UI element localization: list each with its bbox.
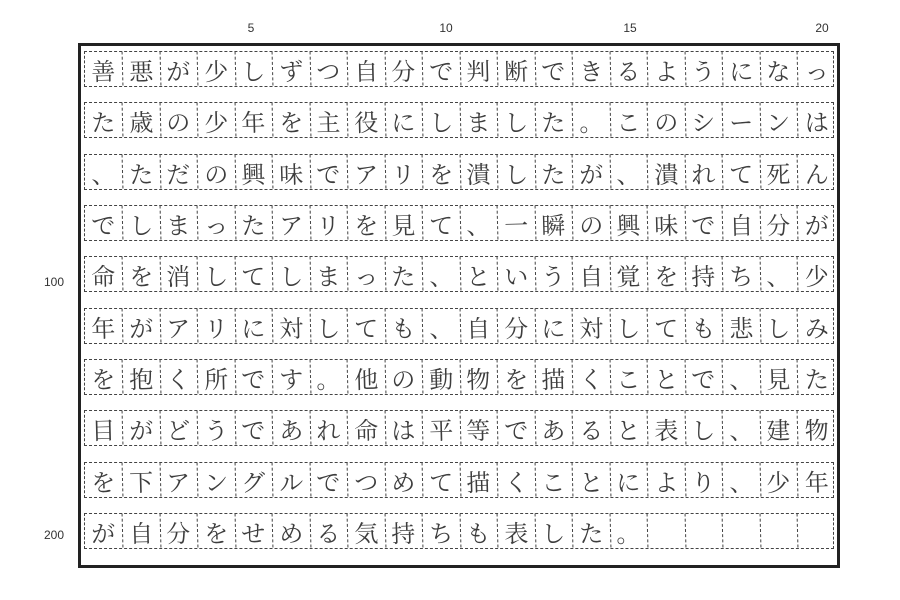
character-cell: 潰 (647, 155, 685, 190)
character-cell: ど (160, 411, 198, 446)
character-cell: 。 (610, 514, 648, 549)
character-cell: 少 (803, 262, 829, 291)
character-cell: ン (197, 463, 235, 498)
character-cell: の (197, 155, 235, 190)
character-cell: し (497, 103, 535, 138)
character-cell: て (422, 463, 460, 498)
character-cell: う (535, 257, 573, 292)
character-cell: た (535, 155, 573, 190)
character-cell: ー (722, 103, 760, 138)
character-cell: れ (685, 155, 723, 190)
character-cell: っ (347, 257, 385, 292)
character-cell: 、 (460, 206, 498, 241)
character-cell: シ (685, 103, 723, 138)
character-cell: 歳 (122, 103, 160, 138)
character-cell: と (460, 257, 498, 292)
character-cell: 、 (610, 155, 648, 190)
character-cell: た (572, 514, 610, 549)
character-cell: に (235, 309, 273, 344)
character-cell: し (272, 257, 310, 292)
character-cell: 他 (347, 360, 385, 395)
character-cell: て (422, 206, 460, 241)
character-cell: つ (347, 463, 385, 498)
character-cell: 覚 (610, 257, 648, 292)
character-cell: 抱 (122, 360, 160, 395)
character-cell: 悪 (122, 52, 160, 87)
character-cell: 年 (235, 103, 273, 138)
character-cell: 気 (347, 514, 385, 549)
character-cell: で (235, 360, 273, 395)
character-cell: 善 (85, 52, 123, 87)
manuscript-row (84, 154, 834, 190)
character-cell: 動 (422, 360, 460, 395)
character-cell: を (347, 206, 385, 241)
character-cell: 消 (160, 257, 198, 292)
character-cell: せ (235, 514, 273, 549)
character-cell: リ (385, 155, 423, 190)
character-cell: 持 (685, 257, 723, 292)
character-cell: う (685, 52, 723, 87)
character-cell: を (197, 514, 235, 549)
character-cell: 少 (197, 103, 235, 138)
character-cell: ち (422, 514, 460, 549)
character-cell: ン (760, 103, 798, 138)
character-cell: し (197, 257, 235, 292)
character-cell: 味 (272, 155, 310, 190)
character-cell: 対 (272, 309, 310, 344)
character-cell: が (572, 155, 610, 190)
character-cell: で (685, 360, 723, 395)
character-cell: 分 (160, 514, 198, 549)
character-cell: 瞬 (535, 206, 573, 241)
character-cell: 断 (497, 52, 535, 87)
manuscript-sheet (78, 43, 840, 568)
character-cell: あ (535, 411, 573, 446)
character-cell: っ (803, 57, 829, 86)
character-cell: 描 (460, 463, 498, 498)
character-cell: 持 (385, 514, 423, 549)
character-cell: 興 (610, 206, 648, 241)
character-cell: に (385, 103, 423, 138)
character-cell: た (235, 206, 273, 241)
character-cell (722, 514, 760, 549)
column-number: 15 (623, 21, 637, 35)
character-cell: く (497, 463, 535, 498)
character-cell: 、 (422, 257, 460, 292)
character-cell: 主 (310, 103, 348, 138)
character-cell: 。 (310, 360, 348, 395)
character-cell: し (685, 411, 723, 446)
character-cell: し (497, 155, 535, 190)
character-cell: て (722, 155, 760, 190)
character-cell: 自 (347, 52, 385, 87)
character-cell: は (385, 411, 423, 446)
manuscript-row (84, 410, 834, 446)
manuscript-row (84, 513, 834, 549)
character-cell: 少 (760, 463, 798, 498)
character-cell: を (85, 360, 123, 395)
row-number: 200 (44, 528, 65, 542)
character-cell: 所 (197, 360, 235, 395)
character-cell: こ (610, 360, 648, 395)
character-cell: た (535, 103, 573, 138)
character-cell: い (497, 257, 535, 292)
character-cell: う (197, 411, 235, 446)
character-cell: 分 (385, 52, 423, 87)
manuscript-row (84, 359, 834, 395)
character-cell: で (535, 52, 573, 87)
character-cell: に (610, 463, 648, 498)
character-cell: と (610, 411, 648, 446)
character-cell: と (572, 463, 610, 498)
character-cell: 等 (460, 411, 498, 446)
character-cell: 見 (385, 206, 423, 241)
character-cell: 建 (760, 411, 798, 446)
column-number: 20 (815, 21, 829, 35)
character-cell (685, 514, 723, 549)
character-cell: た (122, 155, 160, 190)
character-cell: め (272, 514, 310, 549)
character-cell: を (647, 257, 685, 292)
character-cell: 、 (760, 257, 798, 292)
character-cell: 見 (760, 360, 798, 395)
character-cell: 、 (85, 155, 123, 190)
character-cell: ん (803, 160, 829, 189)
manuscript-row (84, 102, 834, 138)
character-cell: み (803, 314, 829, 343)
manuscript-row (84, 205, 834, 241)
character-cell: て (235, 257, 273, 292)
character-cell: ず (272, 52, 310, 87)
character-cell: 自 (122, 514, 160, 549)
character-cell: ま (160, 206, 198, 241)
character-cell: 一 (497, 206, 535, 241)
character-cell: き (572, 52, 610, 87)
character-cell: ま (310, 257, 348, 292)
character-cell: 自 (572, 257, 610, 292)
character-cell: た (803, 365, 829, 394)
character-cell: 死 (760, 155, 798, 190)
character-cell: ア (272, 206, 310, 241)
character-cell: 、 (722, 360, 760, 395)
character-cell: こ (535, 463, 573, 498)
character-cell: 物 (460, 360, 498, 395)
character-cell: れ (310, 411, 348, 446)
character-cell: 年 (85, 309, 123, 344)
character-cell: に (722, 52, 760, 87)
character-cell: を (85, 463, 123, 498)
character-cell: の (160, 103, 198, 138)
character-cell: 自 (460, 309, 498, 344)
character-cell: を (422, 155, 460, 190)
column-number: 10 (439, 21, 453, 35)
character-cell: く (572, 360, 610, 395)
character-cell: る (310, 514, 348, 549)
character-cell: も (460, 514, 498, 549)
character-cell (647, 514, 685, 549)
character-cell: 、 (422, 309, 460, 344)
character-cell: ル (272, 463, 310, 498)
character-cell: 分 (497, 309, 535, 344)
character-cell: ち (722, 257, 760, 292)
character-cell: し (610, 309, 648, 344)
character-cell: が (803, 211, 829, 240)
character-cell: し (760, 309, 798, 344)
character-cell: よ (647, 463, 685, 498)
character-cell: 下 (122, 463, 160, 498)
character-cell: 潰 (460, 155, 498, 190)
character-cell: で (310, 155, 348, 190)
character-cell: し (422, 103, 460, 138)
manuscript-row (84, 308, 834, 344)
character-cell: で (235, 411, 273, 446)
character-cell: 平 (422, 411, 460, 446)
character-cell: で (422, 52, 460, 87)
character-cell: 判 (460, 52, 498, 87)
character-cell: ア (347, 155, 385, 190)
character-cell: た (85, 103, 123, 138)
row-number: 100 (44, 275, 65, 289)
character-cell: る (572, 411, 610, 446)
character-cell: 味 (647, 206, 685, 241)
character-cell: 少 (197, 52, 235, 87)
character-cell: の (647, 103, 685, 138)
character-cell: 分 (760, 206, 798, 241)
character-cell: を (122, 257, 160, 292)
character-cell: し (310, 309, 348, 344)
character-cell: 描 (535, 360, 573, 395)
character-cell: グ (235, 463, 273, 498)
character-cell: 役 (347, 103, 385, 138)
character-cell: の (572, 206, 610, 241)
manuscript-row (84, 256, 834, 292)
character-cell: よ (647, 52, 685, 87)
character-cell: し (122, 206, 160, 241)
character-cell: を (497, 360, 535, 395)
character-cell: が (122, 411, 160, 446)
character-cell: で (85, 206, 123, 241)
character-cell: て (347, 309, 385, 344)
character-cell: し (535, 514, 573, 549)
character-cell: あ (272, 411, 310, 446)
character-cell: が (85, 514, 123, 549)
character-cell: 。 (572, 103, 610, 138)
character-cell: リ (197, 309, 235, 344)
character-cell: く (160, 360, 198, 395)
character-cell: が (160, 52, 198, 87)
character-cell: 物 (803, 416, 829, 445)
character-cell: は (803, 108, 829, 137)
character-cell: と (647, 360, 685, 395)
character-cell: て (647, 309, 685, 344)
character-cell: っ (197, 206, 235, 241)
character-cell: つ (310, 52, 348, 87)
character-cell: め (385, 463, 423, 498)
character-cell (797, 514, 835, 549)
character-cell: 対 (572, 309, 610, 344)
character-cell: 年 (803, 468, 829, 497)
column-number: 5 (247, 21, 255, 35)
character-cell: す (272, 360, 310, 395)
character-cell: も (685, 309, 723, 344)
character-cell: を (272, 103, 310, 138)
character-cell: 命 (347, 411, 385, 446)
character-cell: 表 (497, 514, 535, 549)
character-cell: な (760, 52, 798, 87)
character-cell: ま (460, 103, 498, 138)
character-cell: が (122, 309, 160, 344)
character-cell: 表 (647, 411, 685, 446)
character-cell: た (385, 257, 423, 292)
character-cell: だ (160, 155, 198, 190)
character-cell: 、 (722, 411, 760, 446)
character-cell: り (685, 463, 723, 498)
manuscript-row (84, 462, 834, 498)
character-cell: で (497, 411, 535, 446)
character-cell: も (385, 309, 423, 344)
character-cell: の (385, 360, 423, 395)
character-cell: ア (160, 309, 198, 344)
character-cell (760, 514, 798, 549)
character-cell: 悲 (722, 309, 760, 344)
character-cell: こ (610, 103, 648, 138)
character-cell: 自 (722, 206, 760, 241)
character-cell: リ (310, 206, 348, 241)
character-cell: 目 (85, 411, 123, 446)
character-cell: 命 (85, 257, 123, 292)
character-cell: で (310, 463, 348, 498)
character-cell: で (685, 206, 723, 241)
character-cell: 、 (722, 463, 760, 498)
manuscript-row (84, 51, 834, 87)
character-cell: る (610, 52, 648, 87)
character-cell: 興 (235, 155, 273, 190)
character-cell: ア (160, 463, 198, 498)
character-cell: し (235, 52, 273, 87)
character-cell: に (535, 309, 573, 344)
